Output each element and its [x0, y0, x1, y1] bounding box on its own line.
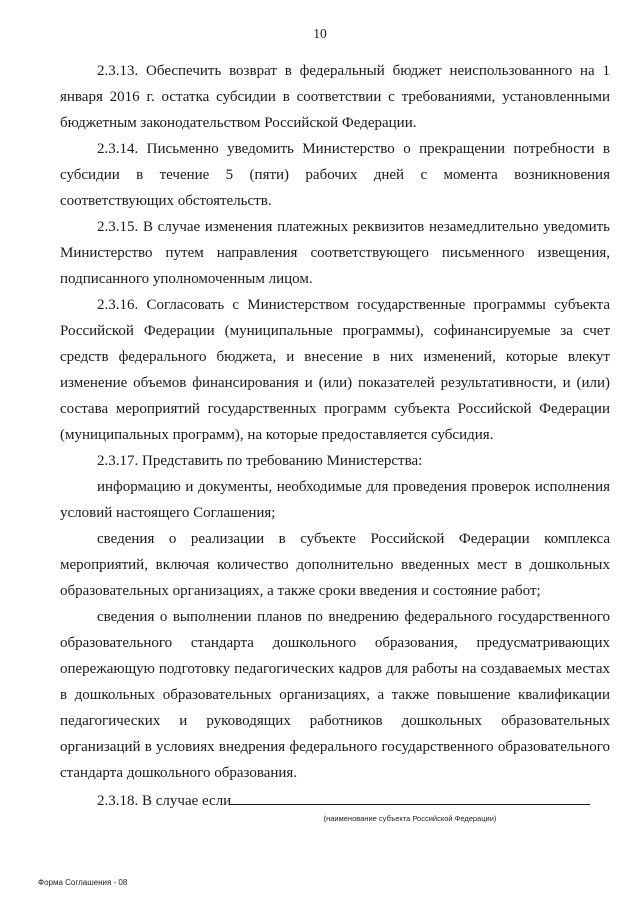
paragraph-2-3-16: 2.3.16. Согласовать с Министерством государственные программы субъекта Российской Федерации (муниципальные программы), софинансируемые за счет средств федерального бюджета, и внесение в них изменений, которые влекут изменение объемов финансирования и (или) показателей результативности, и (или) состава мероприятий государственных программ субъекта Российской Федерации (муниципальных программ), на которые предоставляется субсидия. — [60, 297, 610, 443]
paragraph-2-3-14: 2.3.14. Письменно уведомить Министерство о прекращении потребности в субсидии в течение 5 (пяти) рабочих дней с момента возникновения соответствующих обстоятельств. — [60, 141, 610, 209]
fill-in-blank-line — [230, 804, 590, 805]
document-body — [60, 58, 610, 786]
list-item-implementation-info: сведения о реализации в субъекте Российской Федерации комплекса мероприятий, включая количество дополнительно введенных мест в дошкольных образовательных организациях, а также сроки введения и состояние работ; — [60, 531, 610, 599]
form-footer: Форма Соглашения - 08 — [38, 878, 128, 887]
list-item-information: информацию и документы, необходимые для проведения проверок исполнения условий настоящего Соглашения; — [60, 479, 610, 521]
paragraph-2-3-13: 2.3.13. Обеспечить возврат в федеральный бюджет неиспользованного на 1 января 2016 г. остатка субсидии в соответствии с требованиями, установленными бюджетным законодательством Российской Федерации. — [60, 63, 610, 131]
list-item-fgos-plans: сведения о выполнении планов по внедрению федерального государственного образовательного стандарта дошкольного образования, предусматривающих опережающую подготовку педагогических кадров для работы на создаваемых местах в дошкольных образовательных организациях, а также повышение квалификации педагогических и руководящих работников дошкольных образовательных организаций в условиях внедрения федерального государственного образовательного стандарта дошкольного образования. — [60, 609, 610, 781]
paragraph-2-3-15: 2.3.15. В случае изменения платежных реквизитов незамедлительно уведомить Министерство путем направления соответствующего письменного извещения, подписанного уполномоченным лицом. — [60, 219, 610, 287]
paragraph-2-3-18: 2.3.18. В случае если — [97, 793, 232, 809]
paragraph-2-3-17: 2.3.17. Представить по требованию Министерства: — [97, 453, 423, 469]
page-number: 10 — [313, 26, 327, 41]
blank-caption: (наименование субъекта Российской Федерации) — [323, 814, 497, 823]
